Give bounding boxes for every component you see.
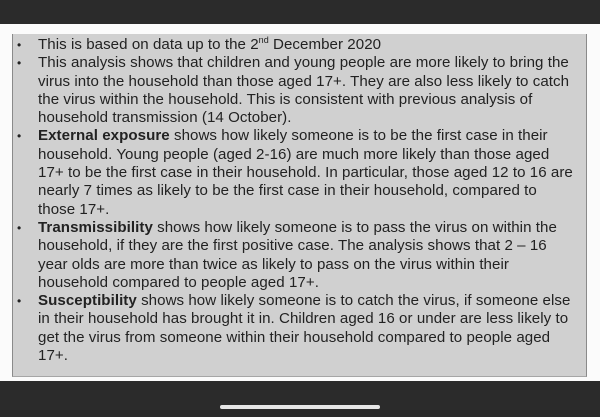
bullet-text-end: December 2020 bbox=[268, 36, 382, 53]
text-panel bbox=[12, 34, 587, 377]
bullet-icon: • bbox=[17, 220, 22, 235]
page bbox=[0, 24, 600, 381]
bullet-text: This analysis shows that children and young people are more likely to bring the virus into the household than those aged 17+. They are also less likely to catch the virus within the household. This is consistent with previous analysis of household transmission (14 October). bbox=[38, 54, 570, 127]
bullet-item-external-exposure bbox=[13, 127, 573, 218]
bullet-term: Susceptibility bbox=[38, 292, 137, 310]
bullet-item-susceptibility bbox=[13, 292, 573, 365]
bullet-text: shows how likely someone is to be the first case in their household. Young people (aged 2-16) are much more likely than those aged 17+ to be the first case in their household. In particular, those aged 12 to 16 are nearly 7 times as likely to be the first case in their household, compared to those 17+. bbox=[38, 127, 573, 218]
bullet-term: External exposure bbox=[38, 127, 170, 145]
bullet-list bbox=[13, 36, 573, 365]
home-indicator[interactable] bbox=[220, 405, 380, 409]
bullet-icon: • bbox=[17, 129, 22, 144]
bullet-text: shows how likely someone is to catch the virus, if someone else in their household has brought it in. Children aged 16 or under are less likely to get the virus from someone within their household compared to people aged 17+. bbox=[38, 292, 571, 365]
bullet-icon: • bbox=[17, 294, 22, 309]
bullet-icon: • bbox=[17, 38, 22, 52]
bullet-text: This is based on data up to the 2 bbox=[38, 36, 259, 53]
bullet-term: Transmissibility bbox=[38, 218, 153, 236]
bullet-text: shows how likely someone is to pass the virus on within the household, if they are the first positive case. The analysis shows that 2 – 16 year olds are more than twice as likely to pass on the virus within their household compared to people aged 17+. bbox=[38, 218, 557, 291]
bullet-item-date bbox=[13, 36, 573, 54]
bullet-item-transmissibility bbox=[13, 219, 573, 292]
bullet-icon: • bbox=[17, 56, 22, 71]
bottom-bar bbox=[0, 381, 600, 417]
bullet-item-analysis bbox=[13, 54, 573, 127]
top-bar bbox=[0, 0, 600, 24]
ordinal-suffix: nd bbox=[258, 34, 269, 45]
